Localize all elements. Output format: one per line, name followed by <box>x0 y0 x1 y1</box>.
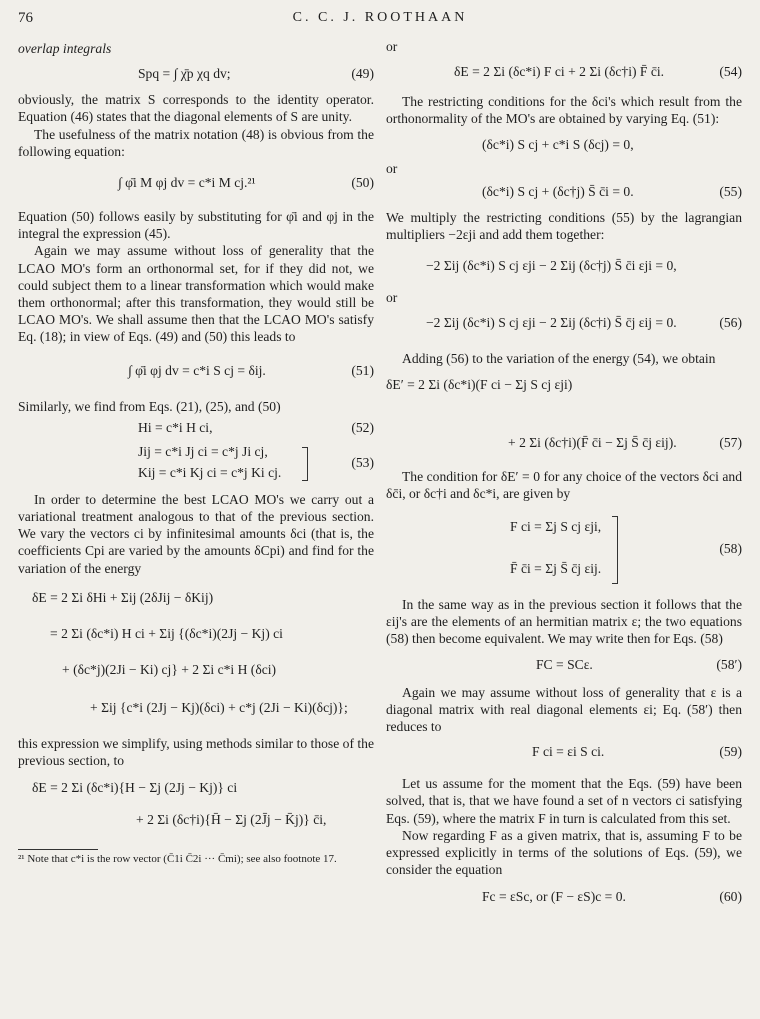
right-column <box>386 38 742 914</box>
equation-51: ∫ φ̄i φj dv = c*i S cj = δij. (51) <box>128 362 374 378</box>
or-connector: or <box>386 160 398 176</box>
paragraph: Now regarding F as a given matrix, that is, assuming F to be expressed explicitly in terms of the solutions of Eqs. (59), we consider the equation <box>386 827 742 878</box>
paragraph: Equation (50) follows easily by substituting for φ̄i and φj in the integral the expression (45). <box>18 209 374 242</box>
paragraph: In order to determine the best LCAO MO's we carry out a variational treatment analogous to that of the previous section. We vary the vectors ci by infinitesimal amounts δci (that is, the coefficients Cpi are varied by the amounts δCpi) and find for the variation of the energy <box>18 491 374 576</box>
page-header <box>0 8 760 32</box>
paragraph: Similarly, we find from Eqs. (21), (25), and (50) <box>18 398 281 414</box>
equation-49: Spq = ∫ χ̄p χq dv; (49) <box>138 66 374 82</box>
equation-50: ∫ φ̄i M φj dv = c*i M cj.²¹ (50) <box>118 175 374 191</box>
equation-53: Jij = c*i Jj ci = c*j Ji cj, Kij = c*i Kj ci = c*j Ki cj. (53) <box>138 443 374 480</box>
equation-56: −2 Σij (δc*i) S cj εji − 2 Σij (δc†i) S̄ c̄j εij = 0. (56) <box>426 315 742 331</box>
equation-52: Hi = c*i H ci, (52) <box>138 419 374 435</box>
brace <box>612 516 618 584</box>
paragraph: The condition for δE′ = 0 for any choice of the vectors δci and δc̄i, or δc†i and δc*i, are given by <box>386 468 742 501</box>
paragraph: The usefulness of the matrix notation (48) is obvious from the following equation: <box>18 126 374 159</box>
footnote-rule <box>18 849 98 850</box>
paragraph: We multiply the restricting conditions (55) by the lagrangian multipliers −2εji and add them together: <box>386 209 742 243</box>
paragraph: Again we may assume without loss of generality that ε is a diagonal matrix with real diagonal elements εi; Eq. (58′) then reduces to <box>386 684 742 735</box>
equation-58-prime: FC = SCε. (58′) <box>536 656 742 672</box>
paragraph: Again we may assume without loss of generality that the LCAO MO's form an orthonormal set, for if they did not, we could subject them to a linear transformation which would make them orthonormal; after this transformation, they would still be LCAO MO's. We shall assume then that the LCAO MO's satisfy Eq. (18); in view of Eqs. (49) and (50) this leads to <box>18 243 374 345</box>
running-title: C. C. J. ROOTHAAN <box>292 10 468 25</box>
equation-57: + 2 Σi (δc†i)(F̄ c̄i − Σj S̄ c̄j εij). (57) <box>508 434 742 450</box>
left-column <box>18 40 374 866</box>
equation-multiplied: −2 Σij (δc*i) S cj εji − 2 Σij (δc†j) S̄ c̄i εji = 0, <box>426 258 677 274</box>
equation-restrict: (δc*i) S cj + c*i S (δcj) = 0, <box>482 136 634 152</box>
equation-54: δE = 2 Σi (δc*i) F ci + 2 Σi (δc†i) F̄ c̄i. (54) <box>454 64 742 80</box>
equation-simplified-1: δE = 2 Σi (δc*i){H − Σj (2Jj − Kj)} ci <box>32 780 238 796</box>
paragraph: Let us assume for the moment that the Eqs. (59) have been solved, that is, that we have found a set of n vectors ci satisfying Eqs. (59), where the matrix F in turn is calculated from this set. <box>386 776 742 826</box>
equation-60: Fc = εSc, or (F − εS)c = 0. (60) <box>482 889 742 905</box>
footnote-21: ²¹ Note that c*i is the row vector (C̄1i C̄2i ··· C̄mi); see also footnote 17. <box>18 853 337 866</box>
equation-simplified-2: + 2 Σi (δc†i){H̄ − Σj (2J̄j − K̄j)} c̄i, <box>136 812 327 828</box>
equation-58: F ci = Σj S cj εji, F̄ c̄i = Σj S̄ c̄j εij. (58) <box>386 508 742 592</box>
paragraph: The restricting conditions for the δci's which result from the orthonormality of the MO's are obtained by varying Eq. (51): <box>386 94 742 127</box>
equation-variation-4: + Σij {c*i (2Jj − Kj)(δci) + c*j (2Ji − Ki)(δcj)}; <box>90 699 348 715</box>
page-number: 76 <box>18 10 33 26</box>
paragraph: obviously, the matrix S corresponds to the identity operator. Equation (46) states that the diagonal elements of S are unity. <box>18 92 374 125</box>
equation-59: F ci = εi S ci. (59) <box>532 744 742 760</box>
paragraph: In the same way as in the previous section it follows that the εij's are the elements of an hermitian matrix ε; the two equations (58) then become equivalent. We may write then for Eqs. (58) <box>386 597 742 647</box>
brace <box>302 447 308 481</box>
equation-variation-1: δE = 2 Σi δHi + Σij (2δJij − δKij) <box>32 589 214 605</box>
overlap-integrals-label: overlap integrals <box>18 41 112 56</box>
equation-55: (δc*i) S cj + (δc†j) S̄ c̄i = 0. (55) <box>482 183 742 199</box>
equation-variation-2: = 2 Σi (δc*i) H ci + Σij {(δc*i)(2Jj − Kj) ci <box>50 625 283 641</box>
equation-57a: δE′ = 2 Σi (δc*i)(F ci − Σj S cj εji) <box>386 376 573 392</box>
or-connector: or <box>386 39 398 54</box>
paragraph: this expression we simplify, using methods similar to those of the previous section, to <box>18 735 374 769</box>
paragraph: Adding (56) to the variation of the energy (54), we obtain <box>402 351 716 367</box>
equation-variation-3: + (δc*j)(2Ji − Ki) cj} + 2 Σi c*i H (δci) <box>62 661 277 677</box>
or-connector: or <box>386 290 398 306</box>
